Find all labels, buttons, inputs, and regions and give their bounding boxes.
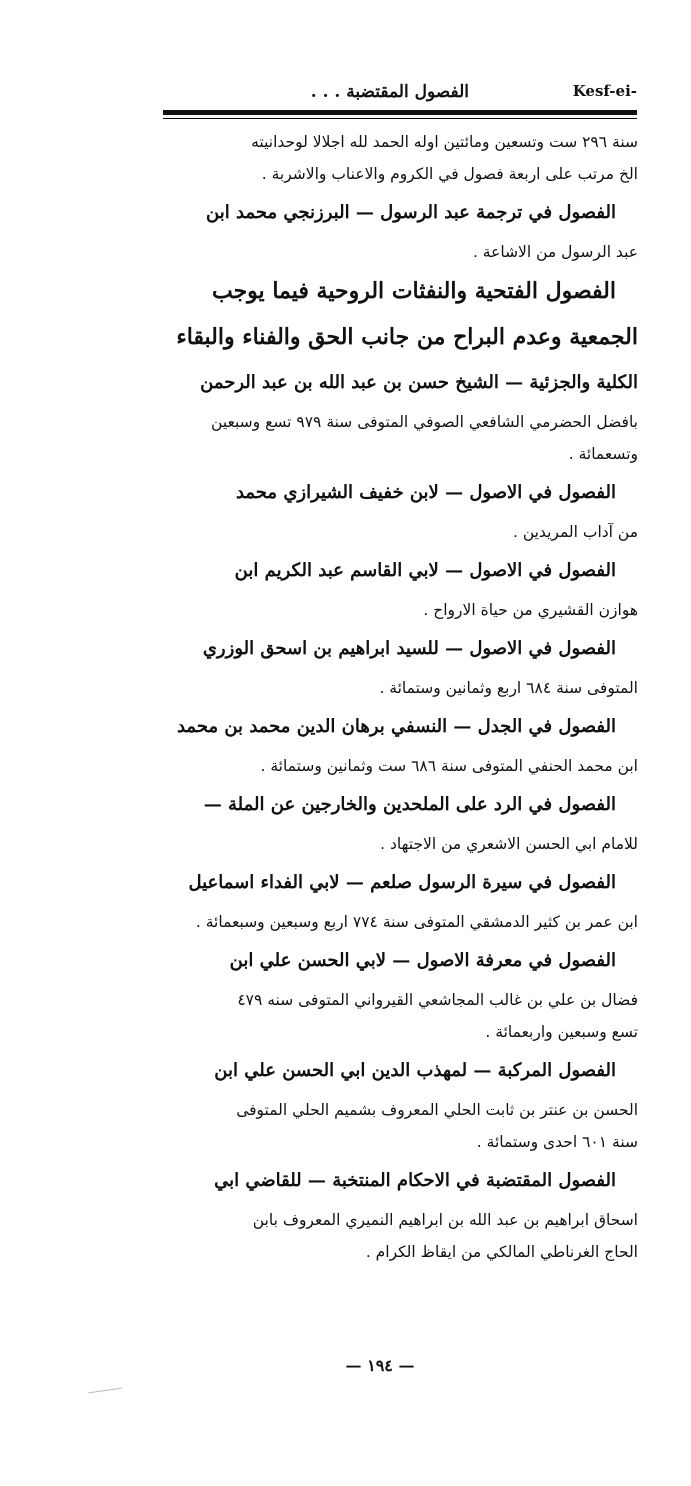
- bibliographic-entry: [160, 126, 638, 190]
- bibliographic-entry: [160, 782, 638, 860]
- entry-line: وتسعمائة .: [568, 445, 638, 463]
- bibliographic-entry: [160, 1158, 638, 1268]
- bibliographic-entry: [160, 548, 638, 626]
- header-rule-thin: [163, 118, 637, 119]
- entry-line: الحاج الغرناطي المالكي من ايقاظ الكرام .: [365, 1243, 638, 1261]
- bibliographic-entry: [160, 860, 638, 938]
- entry-heading-line: الفصول في الاصول — لابن خفيف الشيرازي محمد: [235, 482, 616, 503]
- entry-heading-line: الفصول الفتحية والنفثات الروحية فيما يوجب: [211, 278, 616, 304]
- entry-line: اسحاق ابراهيم بن عبد الله بن ابراهيم النميري المعروف بابن: [252, 1211, 638, 1229]
- entry-heading-line: الفصول في سيرة الرسول صلعم — لابي الفداء اسماعيل: [188, 872, 616, 893]
- bibliographic-entry: [160, 626, 638, 704]
- entry-heading-line: الكلية والجزئية — الشيخ حسن بن عبد الله بن عبد الرحمن: [200, 372, 638, 393]
- entry-line: عبد الرسول من الاشاعة .: [472, 243, 638, 261]
- bibliographic-entry: [160, 190, 638, 268]
- entry-line: الخ مرتب على اربعة فصول في الكروم والاعناب والاشربة .: [261, 165, 638, 183]
- bibliographic-entry: [160, 1048, 638, 1158]
- running-header: [165, 82, 637, 106]
- entry-heading-line: الفصول في ترجمة عبد الرسول — البرزنجي محمد ابن: [206, 202, 616, 223]
- page-body: [160, 126, 638, 1268]
- scan-mark: [88, 1388, 122, 1394]
- entry-line: هوازن القشيري من حياة الارواح .: [423, 601, 638, 619]
- entry-heading-line: الفصول في الاصول — للسيد ابراهيم بن اسحق الوزري: [202, 638, 616, 659]
- entry-line: فضال بن علي بن غالب المجاشعي القيرواني المتوفى سنه ٤٧٩: [237, 991, 638, 1009]
- entry-line: سنة ٦٠١ احدى وستمائة .: [476, 1133, 638, 1151]
- entry-line: من آداب المريدين .: [512, 523, 638, 541]
- entry-line: الحسن بن عنتر بن ثابت الحلي المعروف بشميم الحلي المتوفى: [236, 1101, 638, 1119]
- entry-heading-line: الفصول في الاصول — لابي القاسم عبد الكريم ابن: [234, 560, 616, 581]
- entry-line: سنة ٢٩٦ ست وتسعين ومائتين اوله الحمد لله اجلالا لوحدانيته: [251, 133, 638, 151]
- entry-line: ابن عمر بن كثير الدمشقي المتوفى سنة ٧٧٤ اربع وسبعين وسبعمائة .: [195, 913, 638, 931]
- bibliographic-entry: [160, 704, 638, 782]
- page-number: — ١٩٤ —: [345, 1356, 415, 1375]
- entry-line: المتوفى سنة ٦٨٤ اربع وثمانين وستمائة .: [379, 679, 638, 697]
- entry-heading-line: الفصول في الجدل — النسفي برهان الدين محمد بن محمد: [176, 716, 616, 737]
- bibliographic-entry: [160, 268, 638, 470]
- entry-line: بافضل الحضرمي الشافعي الصوفي المتوفى سنة ٩٧٩ تسع وسبعين: [211, 413, 638, 431]
- entry-line: للامام ابي الحسن الاشعري من الاجتهاد .: [380, 835, 638, 853]
- entry-heading-line: الفصول في معرفة الاصول — لابي الحسن علي ابن: [229, 950, 616, 971]
- entry-heading-line: الجمعية وعدم البراح من جانب الحق والفناء والبقاء: [176, 324, 638, 350]
- header-rule-thick: [163, 110, 637, 115]
- header-code: Kesf-ei-: [572, 82, 637, 100]
- entry-heading-line: الفصول المركبة — لمهذب الدين ابي الحسن علي ابن: [214, 1060, 616, 1081]
- entry-heading-line: الفصول المقتضبة في الاحكام المنتخبة — للقاضي ابي: [214, 1170, 616, 1191]
- entry-heading-line: الفصول في الرد على الملحدين والخارجين عن الملة —: [203, 794, 616, 815]
- entry-line: ابن محمد الحنفي المتوفى سنة ٦٨٦ ست وثمانين وستمائة .: [260, 757, 638, 775]
- bibliographic-entry: [160, 470, 638, 548]
- running-title: الفصول المقتضبة . . .: [310, 82, 469, 102]
- entry-line: تسع وسبعين واربعمائة .: [485, 1023, 638, 1041]
- bibliographic-entry: [160, 938, 638, 1048]
